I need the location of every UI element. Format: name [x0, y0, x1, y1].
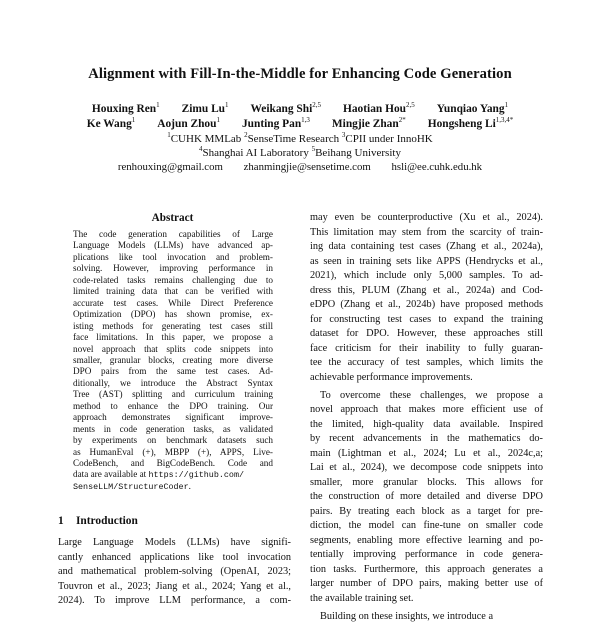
authors-row-2	[60, 118, 540, 130]
abstract-heading: Abstract	[151, 212, 194, 224]
abstract-line: Optimization (DPO) has shown promise, ex-	[73, 309, 273, 320]
abstract-line: approach demonstrates significant improve-	[73, 412, 273, 423]
author-row2-name-3: Mingjie Zhan	[331, 118, 399, 130]
abstract-line: accurate test cases. While Direct Preference	[73, 297, 273, 308]
affiliation-row2-sup-1: 5	[311, 145, 316, 153]
author-row1-name-4: Yunqiao Yang	[436, 103, 505, 115]
abstract-line: limited training data that can be verified with	[73, 286, 273, 297]
abstract-code-link-part2[interactable]: SenseLLM/StructureCoder	[73, 481, 189, 492]
intro-left-line: Large Language Models (LLMs) have signifi-	[58, 537, 291, 548]
intro-right-line-para2: novel approach that makes more efficient use of	[310, 404, 543, 415]
email-1: renhouxing@gmail.com	[117, 161, 223, 173]
intro-left-line: and mathematical problem-solving (OpenAI, 2023;	[58, 566, 291, 577]
abstract-line: CodeBench, and BigCodeBench. Code and	[73, 458, 273, 468]
abstract-line: Tree (AST) splitting and curriculum training	[73, 389, 273, 400]
abstract-line: DPO pairs from the same test cases. Ad-	[73, 366, 273, 377]
intro-right-line-para2: the limited, high-quality data available. Inspired	[310, 418, 543, 430]
affiliations-row-2	[60, 147, 540, 159]
abstract-line	[73, 481, 273, 492]
affiliation-row1-text-0: CUHK MMLab	[170, 133, 242, 145]
abstract-line: ditionally, we introduce the Abstract Syntax	[73, 377, 273, 388]
intro-right-line-para1: dataset for DPO. However, these approaches still	[310, 328, 543, 339]
author-row1-sup-1: 1	[225, 101, 229, 109]
abstract-line: by experiments on benchmark datasets such	[73, 435, 273, 446]
author-row1-sup-0: 1	[156, 101, 160, 109]
intro-right-line-para2: the construction of more detailed and diverse DPO	[310, 491, 543, 502]
intro-right-line-para1: eDPO (Zhang et al., 2024b) have proposed methods	[310, 299, 543, 310]
author-emails	[60, 161, 540, 173]
author-row1-sup-4: 1	[504, 101, 509, 109]
intro-right-line-para2: tentially improving performance in code genera-	[310, 549, 543, 560]
author-row1-name-0: Houxing Ren	[91, 103, 157, 115]
affiliation-row2-text-1: Beihang University	[315, 147, 401, 159]
abstract-code-link-part1[interactable]: https://github.com/	[148, 470, 244, 481]
author-row2-name-1: Aojun Zhou	[157, 118, 217, 130]
authors-row-1	[60, 103, 540, 115]
author-row1-sup-3: 2,5	[405, 101, 415, 109]
author-row2-sup-2: 1,3	[301, 116, 310, 124]
affiliation-row1-sup-0: 1	[167, 131, 171, 139]
intro-right-line-para2: segments, enabling more effective learning and po-	[310, 534, 543, 546]
intro-right-line-para1: as seen in training sets like APPS (Hendrycks et al.,	[310, 255, 543, 267]
author-row2-sup-1: 1	[216, 116, 220, 124]
section-number: 1	[58, 515, 64, 527]
email-2: zhanmingjie@sensetime.com	[243, 161, 371, 173]
affiliation-row2-sup-0: 4	[199, 145, 203, 153]
intro-right-line-para1: tee the accuracy of test samples, which limits the	[310, 357, 543, 368]
intro-left-line: Touvron et al., 2023; Jiang et al., 2024; Yang et al.,	[58, 580, 291, 592]
abstract-line: data are available at https://github.com/	[73, 469, 244, 481]
intro-right-line-para1: may even be counterproductive (Xu et al., 2024).	[310, 212, 543, 223]
intro-right-line-para1: 2021), which include only 5,000 samples. To ad-	[310, 270, 543, 281]
intro-right-line-para2: To overcome these challenges, we propose a	[320, 389, 543, 401]
email-3: hsli@ee.cuhk.edu.hk	[391, 161, 483, 173]
author-row1-name-2: Weikang Shi	[250, 103, 313, 115]
abstract-line: ments in code generation tasks, as validated	[73, 423, 273, 434]
abstract-line: method to enhance the DPO training. Our	[73, 400, 273, 411]
abstract-line: novel approach that splits code snippets into	[73, 343, 273, 354]
abstract-line: solving. However, improving performance in	[73, 263, 273, 274]
intro-right-line-para3: Building on these insights, we introduce a	[320, 610, 494, 622]
abstract-line: Language Models (LLMs) have advanced ap-	[73, 240, 273, 251]
intro-right-line-para2: smaller, more granular blocks. This allows for	[310, 476, 543, 488]
affiliation-row1-text-2: CPII under InnoHK	[345, 133, 433, 145]
author-row2-name-0: Ke Wang	[86, 118, 132, 130]
author-row2-sup-3: 2*	[398, 116, 406, 124]
author-row2-name-4: Hongsheng Li	[427, 118, 496, 130]
intro-right-line-para1: This limitation may stem from the scarcity of train-	[310, 226, 543, 238]
intro-right-line-para2: tion tasks. Furthermore, this approach generates a	[310, 563, 543, 575]
abstract-line: The code generation capabilities of Large	[73, 229, 273, 239]
abstract-line: smaller, granular blocks, creating more diverse	[73, 354, 273, 365]
intro-right-line-para1: dress this, PLUM (Zhang et al., 2024a) and Cod-	[310, 284, 543, 296]
abstract-line: code-related tasks remains challenging due to	[73, 274, 273, 285]
intro-right-line-para1: achievable performance improvements.	[310, 371, 473, 383]
abstract-line: plications like tool invocation and problem-	[73, 251, 273, 262]
paper-title: Alignment with Fill-In-the-Middle for Enhancing Code Generation	[88, 66, 512, 82]
abstract-line: as HumanEval (+), MBPP (+), APPS, Live-	[73, 446, 273, 457]
abstract-line: isting methods for generating test cases still	[73, 320, 273, 331]
section-heading-introduction	[58, 515, 138, 527]
intro-right-line-para2: by recent advancements in the mathematics do-	[310, 433, 543, 444]
intro-right-line-para1: face criticism for their inability to fully guaran-	[310, 342, 543, 354]
intro-right-line-para2: the available training set.	[310, 592, 414, 604]
intro-right-line-para2: Lai et al., 2024), we decompose code snippets into	[310, 462, 543, 473]
author-row2-sup-4: 1,3,4*	[495, 116, 514, 124]
intro-right-line-para2: larger number of DPO pairs, making better use of	[310, 578, 543, 589]
affiliations-row-1	[60, 133, 540, 145]
intro-right-line-para2: diction, the model can fine-tune on smaller code	[310, 520, 543, 531]
intro-right-line-para2: pairs. By treating each block as a target for pre-	[310, 505, 543, 517]
intro-right-line-para1: for constructing test cases to expand the training	[310, 313, 543, 325]
author-row1-name-1: Zimu Lu	[181, 103, 226, 115]
author-row2-name-2: Junting Pan	[241, 118, 302, 130]
affiliation-row1-sup-1: 2	[244, 131, 248, 139]
intro-left-line: 2024). To improve LLM performance, a com-	[58, 595, 291, 606]
author-row1-name-3: Haotian Hou	[343, 103, 406, 115]
intro-right-line-para2: main (Lightman et al., 2024; Lu et al., 2024c,a;	[310, 447, 543, 459]
author-row2-sup-0: 1	[131, 116, 136, 124]
affiliation-row2-text-0: Shanghai AI Laboratory	[202, 147, 309, 159]
section-title: Introduction	[76, 515, 138, 527]
abstract-end: .	[188, 480, 191, 491]
author-row1-sup-2: 2,5	[312, 101, 321, 109]
abstract-line: face limitations. In this paper, we propose a	[73, 332, 273, 343]
intro-right-line-para1: ing data containing test cases (Zhang et al., 2024a),	[310, 241, 543, 252]
intro-left-line: cantly enhanced applications like tool invocation	[58, 551, 291, 563]
affiliation-row1-text-1: SenseTime Research	[247, 133, 340, 145]
affiliation-row1-sup-2: 3	[341, 131, 346, 139]
